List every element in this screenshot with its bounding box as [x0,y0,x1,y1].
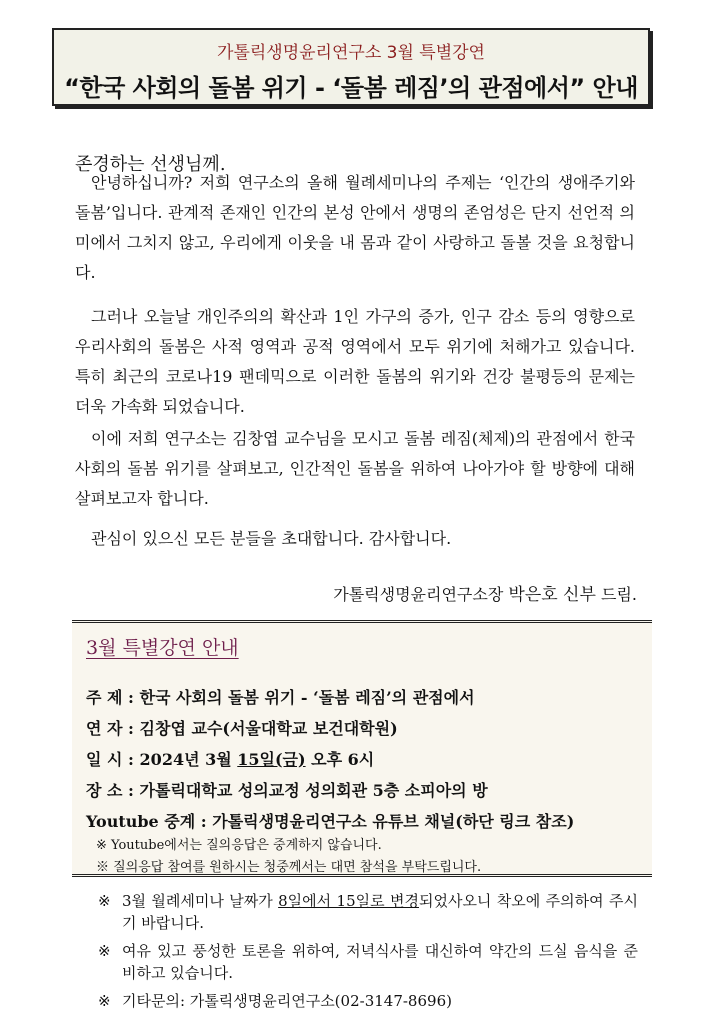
signature-name: 박은호 신부 [508,585,596,605]
footnote-date-change [98,890,638,934]
info-row-topic [86,685,475,708]
signature-suffix: 드림. [601,585,637,604]
footnote-text-post: 되었사오니 착오에 주의하여 주시기 바랍니다. [122,892,638,932]
info-label: 장 소 : [86,781,134,800]
greeting: 존경하는 선생님께. [75,154,226,175]
info-value: 가톨릭대학교 성의교정 성의회관 5층 소피아의 방 [139,781,488,800]
header-subtitle: 가톨릭생명윤리연구소 3월 특별강연 [217,43,485,63]
info-value: 한국 사회의 돌봄 위기 - ‘돌봄 레짐’의 관점에서 [139,688,475,707]
info-value: 김창엽 교수(서울대학교 보건대학원) [139,719,398,738]
header-title: “한국 사회의 돌봄 위기 - ‘돌봄 레짐’의 관점에서” 안내 [64,74,638,102]
footnote-text-pre: 3월 월례세미나 날짜가 [122,892,279,910]
letter-paragraph-1: 안녕하십니까? 저희 연구소의 올해 월례세미나의 주제는 ‘인간의 생애주기와 돌봄’입니다. 관계적 존재인 인간의 본성 안에서 생명의 존엄성은 단지 선언적 의미에서 그치지 않고, 우리에게 이웃을 내 몸과 같이 사랑하고 돌볼 것을 요청합니다. [75,173,635,282]
footnote-mark: ※ [98,942,111,960]
header-box [52,28,650,106]
footnote-mark: ※ [98,992,111,1010]
info-note-2: ※ 질의응답 참여를 원하시는 청중께서는 대면 참석을 부탁드립니다. [96,860,482,875]
lecture-info-box [72,620,652,877]
letter-paragraph-2: 그러나 오늘날 개인주의의 확산과 1인 가구의 증가, 인구 감소 등의 영향으로 우리사회의 돌봄은 사적 영역과 공적 영역에서 모두 위기에 처해가고 있습니다. 특히 최근의 코로나19 팬데믹으로 이러한 돌봄의 위기와 건강 불평등의 문제는 더욱 가속화 되었습니다. [75,307,635,416]
info-value-post: 오후 6시 [305,750,375,769]
info-value-date: 15일(금) [237,750,306,769]
footnote-text: 기타문의: 가톨릭생명윤리연구소(02-3147-8696) [122,992,452,1010]
letter-paragraph-3: 이에 저희 연구소는 김창엽 교수님을 모시고 돌봄 레짐(체제)의 관점에서 한국 사회의 돌봄 위기를 살펴보고, 인간적인 돌봄을 위하여 나아가야 할 방향에 대해 살펴보고자 합니다. [75,429,635,508]
info-title: 3월 특별강연 안내 [86,637,239,659]
info-value-pre: 2024년 3월 [139,750,238,769]
footnote-dinner [98,940,638,984]
footnote-mark: ※ [98,892,111,910]
info-label: 연 자 : [86,719,134,738]
info-note-1: ※ Youtube에서는 질의응답은 중계하지 않습니다. [96,838,382,853]
info-row-location [86,778,488,801]
info-label: 일 시 : [86,750,134,769]
footnote-contact [98,990,638,1012]
footnote-text: 여유 있고 풍성한 토론을 위하여, 저녁식사를 대신하여 약간의 드실 음식을 준비하고 있습니다. [122,942,638,982]
info-value: 가톨릭생명윤리연구소 유튜브 채널(하단 링크 참조) [212,812,575,831]
info-row-speaker [86,716,398,739]
info-row-datetime [86,747,374,770]
info-label: 주 제 : [86,688,134,707]
letter-paragraph-4: 관심이 있으신 모든 분들을 초대합니다. 감사합니다. [91,529,452,548]
footnote-text-underlined: 8일에서 15일로 변경 [278,892,419,910]
info-label: Youtube 중계 : [86,812,207,831]
info-row-youtube [86,809,574,832]
signature [333,580,637,605]
signature-org: 가톨릭생명윤리연구소장 [333,585,504,604]
